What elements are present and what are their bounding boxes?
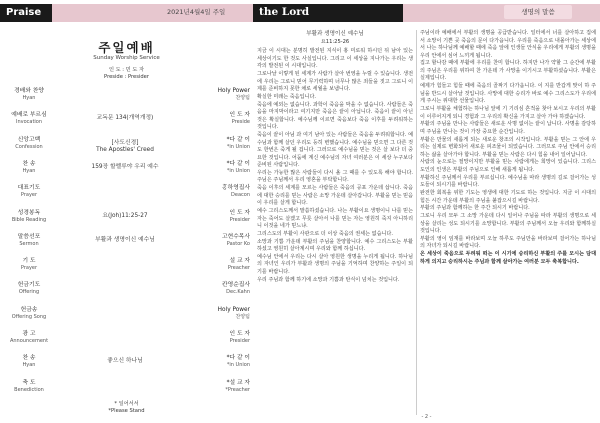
order-item-leader-ko: *다 같 이 [226, 160, 250, 167]
order-item-label-en: Prayer [20, 192, 38, 199]
order-item-label [6, 185, 52, 199]
order-item-label-ko: 예배로 부르심 [11, 112, 47, 119]
order-item-label-ko: 축 도 [22, 379, 36, 386]
order-item-leader [194, 210, 250, 224]
order-item-leader-ko: *설 교 자 [226, 379, 250, 386]
order-item-label-en: Prayer [20, 265, 38, 272]
presider-ko: 인 도 : 민 도 자 [108, 67, 145, 73]
sermon-paragraph: 소망과 기쁨 가운데 부활의 주님을 찬양합니다. 예수 그리스도는 부활하셨고 영원히 살아계시며 우리와 함께 하십니다. [257, 238, 413, 253]
order-item-leader [194, 88, 250, 102]
order-item-leader-ko: 인 도 자 [229, 209, 250, 216]
sermon-paragraph: 부활의 주님을 만나는 사람들은 새로운 사명 없이는 끝이 납니다. 사명을 감당하며 주님을 만나는 것이 가장 중요한 순간입니다. [420, 121, 596, 135]
lord-header-label: the Lord [259, 6, 310, 18]
sermon-paragraph: 예제가 힘들고 힘들 때에 죽음의 골짜기 다가옵니다. 이 지를 반갑게 맞이 하 주님을 반드시 살아날 것입니다. 사망에 대한 승리가 바로 예수 그리스도가 우리에게 주시는 위대한 선물입니다. [420, 83, 596, 105]
sermon-paragraph: 죽음에 예외는 없습니다. 과학이 죽음을 막을 수 없습니다. 사람들은 죽음을 마지막이라고 여기지만 죽음은 끝이 아닙니다. 죽음이 끝이 아닌 것은 확실합니다. 예수님께 이르면 죽음보다 죽음 이후를 두려워하는 것입니다. [257, 101, 413, 131]
order-item-content: 159장 할렐루야 우리 예수 [91, 163, 159, 170]
order-item-leader-ko: 설 교 자 [229, 258, 250, 265]
order-item-leader-ko: 칸영순집사 [222, 282, 250, 289]
sermon-column-left [257, 30, 413, 284]
order-item [6, 307, 250, 329]
order-item-label [6, 380, 52, 394]
order-item [6, 185, 250, 207]
order-item-leader-ko: 홍하영집사 [222, 185, 250, 192]
order-item-label-ko: 말씀선포 [17, 233, 41, 240]
order-item [6, 282, 250, 304]
order-item-label [6, 210, 52, 224]
order-item-label [6, 282, 52, 296]
sermon-paragraph: 그리스도의 부활이 사관으로 더 이상 죽음의 권세는 없습니다. [257, 230, 393, 237]
order-item-label-en: Invocation [15, 119, 43, 126]
order-item-leader [194, 112, 250, 126]
order-item-leader-en: Pastor Ko [226, 240, 250, 247]
sermon-paragraph: 죽음 이후의 세계를 모르는 사람들은 죽음의 공포 가운데 삽니다. 죽음에 대한 승리를 믿는 사람은 소망 가운데 살아갑니다. 부활을 믿는 믿음이 우리를 살게 합니다. [257, 185, 413, 207]
order-item-leader-en: Deacon [231, 192, 250, 199]
order-item-content: 요(Joh)11:25-27 [102, 212, 148, 219]
order-item [6, 112, 250, 134]
sermon-paragraph: 부활과 생명이신 예수님 [306, 31, 364, 37]
service-date: 2021년4월4일 주일 [167, 8, 226, 16]
order-item-content: [사도신경] The Apostles' Creed [96, 139, 154, 153]
sermon-paragraph: 집고 할나감 때에 부활에 우리를 찬미 합니다. 하지만 나가 약할 그 순간에 부활의 주님은 우리를 위하여 찬 가운데 가 사망을 이기시고 부활하셨습니다. 부활은 실제입니다. [420, 60, 596, 82]
order-item-label-ko: 찬 송 [22, 160, 36, 167]
word-of-life-badge: 생명의 말씀 [504, 5, 572, 19]
sermon-paragraph: 부활은 만물의 새롭게 되는 새로운 창조의 시작입니다. 부활을 믿는 그 안에 우리는 실제로 변화되어 새로운 피조물이 되었습니다. 그러므로 주님 안에서 승리 하는 삶을 살아가야 합니다. 부활을 믿는 사람은 다시 힘을 내어 일어납니다. [420, 136, 596, 158]
standing-note-ko: * 일어서서 [114, 401, 139, 407]
sermon-paragraph: 그로니 우리 모두 그 소망 가운데 다시 일어나 주님을 따라 부활의 생명으로 세상을 살리는 성도 되시기를 소망합니다. 부활의 주님께서 오늘 우리와 함께하실 것입니다. [420, 213, 596, 235]
order-item-leader-en: 찬양팀 [235, 313, 250, 320]
order-item-leader [194, 185, 250, 199]
order-item [6, 161, 250, 183]
order-item-content: 좋으신 하나님 [107, 358, 143, 365]
order-item-leader-en: *in Union [226, 362, 250, 369]
order-item-label [6, 88, 52, 102]
order-item-leader-ko: Holy Power [217, 88, 250, 94]
order-item-label-ko: 경배와 찬양 [14, 88, 44, 94]
order-item [6, 137, 250, 159]
presider-line [0, 67, 253, 81]
sermon-paragraph: 주님이라 예배에서 부활의 생명을 공급받습니다. 일터에서 너를 살아하고 집에서 소망이 기쁜 곳 죽음의 문이 다가옵니다. 우리를 죽음으로 내몰아가는 세상에서 나는 하나님께 예배할 때에 죽음 앞에 인생들 안식을 우리에게 부활의 생명을 우리 안에서 심어 느끼게 됩니다. [420, 30, 596, 59]
order-item-leader-en: Preside [231, 119, 250, 126]
order-item [6, 88, 250, 110]
sermon-paragraph: 그로나날 이렇게 된 세계가 사람가 살아 번영을 누릴 수 있습니다. 생전에 우리는 그로니 믿어 무기력하며 너무나 많은 죄들을 짓고 그로니 이제를 준비하지 못한 채로 세월을 보냅니다. [257, 71, 413, 93]
praise-header [0, 4, 52, 22]
sermon-paragraph: 부활의 영이 임재를 바라보며 오늘 하루도 주님만을 바라보며 걸어가는 하나님의 자녀가 되시길 바랍니다. [420, 235, 596, 250]
order-item-label-ko: 헌금기도 [17, 282, 41, 289]
order-item-leader [194, 380, 250, 394]
order-item-leader [194, 307, 250, 321]
order-item-label [6, 161, 52, 175]
order-item-label [6, 137, 52, 151]
right-page [253, 0, 600, 423]
sermon-paragraph: 우리 주님과 함께 하기에 소망과 기쁨과 탄식이 넘치는 것입니다. [257, 276, 400, 283]
order-item [6, 355, 250, 377]
order-item-label-en: Bible Reading [11, 216, 47, 223]
order-item-leader [194, 161, 250, 175]
order-item-leader-ko: 고현수목사 [222, 233, 250, 240]
order-item-leader-ko: 인 도 자 [229, 331, 250, 337]
page-number: - 2 - [421, 414, 432, 420]
column-divider [416, 30, 417, 415]
order-item-content: 부활과 생명이신 예수님 [95, 236, 155, 243]
sermon-paragraph: 예수님 안에서 우리는 다시 살아 영원한 생명을 누리게 됩니다. 하나님의 자녀인 우리가 부활과 생명의 주님을 기억하며 찬양하는 주일이 되기를 바랍니다. [257, 253, 413, 275]
order-item-content: 교독문 134(개역개정) [96, 115, 154, 122]
order-item-leader-en: Dec.Kahn [226, 289, 250, 296]
order-item-leader-en: *in Union [226, 143, 250, 150]
order-item-label [6, 331, 52, 345]
order-item-leader-en: *Preacher [225, 386, 250, 393]
order-item-label-en: Announcement [9, 338, 49, 344]
presider-en: Preside : Presider [104, 74, 149, 80]
order-item-label-en: Offering [18, 289, 40, 296]
order-item-leader-en: Preacher [227, 265, 250, 272]
sermon-paragraph: 부활하신 주님께서 우리를 부르십니다. 예수님을 따라 생명의 길로 걸어가는 성도들이 되시기를 바랍니다. [420, 174, 596, 189]
sermon-column-right [420, 30, 596, 266]
order-item-label-ko: 헌금송 [20, 306, 38, 313]
order-item-label-en: Offering Song [11, 313, 47, 320]
order-item-leader [194, 137, 250, 151]
order-item-label [6, 258, 52, 272]
praise-header-label: Praise [6, 7, 42, 18]
service-title: 주일예배 [98, 40, 155, 55]
order-item-label-ko: 신앙고백 [17, 136, 41, 143]
order-item-label-ko: 대표기도 [17, 185, 41, 192]
order-item-label-en: Confession [15, 143, 43, 150]
order-item-label [6, 234, 52, 248]
sermon-paragraph: 완전한 회복을 위한 기도는 영생에 대한 기도로 하는 것입니다. 지금 이 시대의 힘든 시간 가운데 부활의 주님을 붙잡으시길 바랍니다. [420, 189, 596, 204]
order-item-label-ko: 찬 송 [22, 355, 36, 362]
order-item-leader-en: *in Union [226, 167, 250, 174]
order-item-leader [194, 331, 250, 345]
order-item-leader [194, 282, 250, 296]
order-item-leader-ko: *다 같 이 [226, 136, 250, 143]
order-item-label [6, 307, 52, 321]
order-item-label-en: Benediction [14, 386, 44, 393]
sermon-paragraph: 부활의 주님과 함께하는 한 주간 되시기 바랍니다. [420, 205, 530, 212]
order-item-leader [194, 355, 250, 369]
sermon-paragraph: 죽음이 끝이 아님 과 여기 남아 있는 사람들은 죽음을 두려워합니다. 예수님과 함께 살던 우리도 등히 변했습니다. 예수님을 믿으면 그 다른 것도 한번은 죽게 될 겁니다. 그러므로 예수님을 믿는 것은 살 보다 더 중요한 것입니다. 어둠에 계신 예수님의 자녀 여러분은 이 세상 누구보다 준비된 사람입니다. [257, 131, 413, 169]
order-item-label-en: Hyan [22, 362, 36, 369]
sermon-paragraph: 지금 이 시대는 분명히 발전된 지식이 홍 미로워 하시던 뒤 남아 있는 세상이기도 한 것도 사실입니다. 그리고 이 세상을 지나가는 우리는 생각의 발전된 이 시대입니다. [257, 48, 413, 70]
order-item-label-en: Hyan [22, 95, 36, 101]
standing-note-en: *Please Stand [108, 408, 145, 414]
sermon-paragraph: 그로니 부활을 체험하는 하나님 앞에 기 기리심 흔적을 찾아 보시고 우리의 부활이 이루어지게 되니 경험과 그 우리의 확신을 가지고 살아 가야 하겠습니다. [420, 106, 596, 120]
sermon-paragraph: 예수 그리스도께서 말씀하셨습니다. 나는 부활이요 생명이니 나를 믿는 자는 죽어도 살겠고 무릇 살아서 나를 믿는 자는 영원히 죽지 아니하리니 이것을 네가 믿느냐. [257, 207, 413, 230]
order-item [6, 380, 250, 402]
order-item-leader-ko: Holy Power [217, 306, 250, 313]
order-item-leader-en: Presider [229, 338, 250, 344]
order-item-label-ko: 광 고 [22, 331, 36, 337]
order-item [6, 234, 250, 256]
order-item-leader-ko: 인 도 자 [229, 112, 250, 119]
order-item [6, 210, 250, 232]
order-item [6, 331, 250, 353]
order-item-label-ko: 성경봉독 [17, 209, 41, 216]
order-item-leader-en: 찬양팀 [235, 95, 250, 101]
order-item-label-en: Sermon [19, 240, 39, 247]
standing-note [0, 401, 253, 415]
sermon-paragraph: 우리는 가능한 많은 사람들이 다시 올 그 때를 수 있도록 해야 합니다. 주님은 주님께서 우리 영혼을 부탁합니다. [257, 169, 413, 184]
sermon-paragraph: 온 세상이 죽음으로 두려워 떠는 이 시기에 승리하신 부활의 주를 모시는 담대하게 의지고 승리하시는 주님과 함께 살아가는 여러분 모두 축복합니다. [420, 251, 596, 265]
sermon-paragraph: 확실한 미래는 죽음입니다. [257, 93, 316, 100]
order-item-leader [194, 234, 250, 248]
order-item-leader [194, 258, 250, 272]
service-subtitle: Sunday Worship Service [93, 55, 160, 61]
order-item-label-en: Hyan [22, 167, 36, 174]
order-item-leader-en: Presider [229, 216, 250, 223]
sermon-paragraph: 사람의 눈으로는 절망이지만 부활을 믿는 사람에게는 희망이 있습니다. 그리스도인의 인생은 부활의 주님으로 인해 새롭게 됩니다. [420, 159, 596, 173]
order-item-label [6, 112, 52, 126]
order-item-leader-ko: *다 같 이 [226, 355, 250, 362]
order-item-label-ko: 기 도 [22, 258, 36, 265]
order-item-label [6, 355, 52, 369]
order-item [6, 258, 250, 280]
left-page [0, 0, 253, 423]
sermon-paragraph: 요11:25-26 [320, 39, 350, 46]
